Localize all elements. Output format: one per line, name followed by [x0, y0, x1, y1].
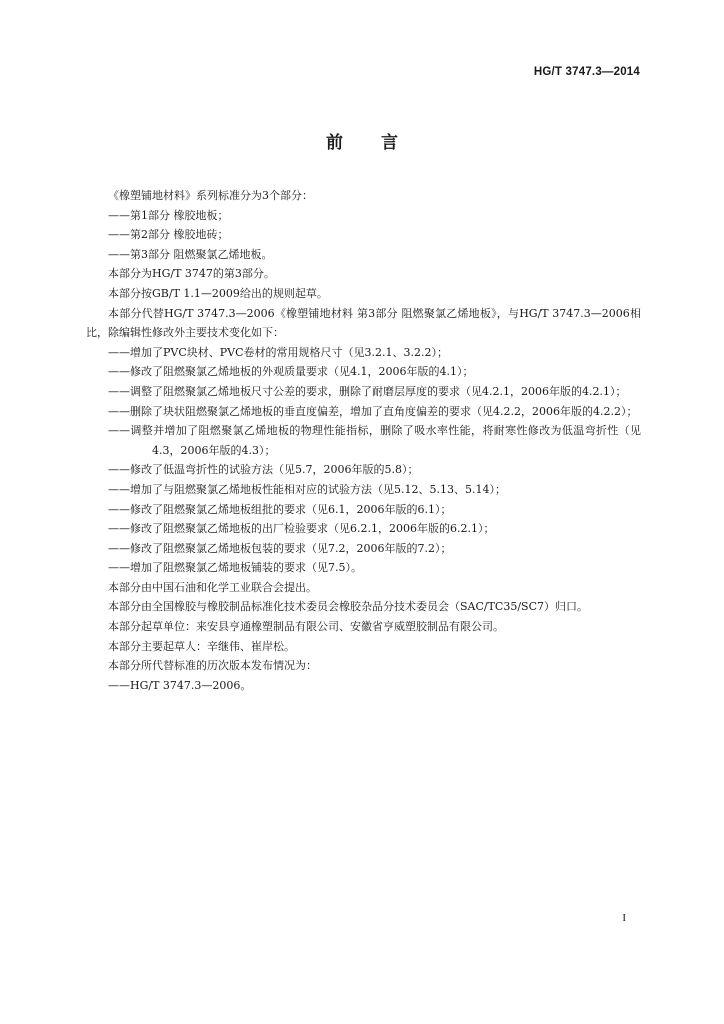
- paragraph-history: 本部分所代替标准的历次版本发布情况为：: [108, 659, 317, 673]
- paragraph-drafters: 本部分主要起草人：辛继伟、崔岸松。: [108, 639, 295, 653]
- list-item-change: ——调整了阻燃聚氯乙烯地板尺寸公差的要求，删除了耐磨层厚度的要求（见4.2.1，2006年版的4.2.1）；: [108, 384, 627, 398]
- list-item-change: ——修改了阻燃聚氯乙烯地板组批的要求（见6.1，2006年版的6.1）；: [108, 502, 452, 516]
- intro-series-paragraph: 《橡塑铺地材料》系列标准分为3个部分：: [108, 189, 313, 202]
- list-item-part-1: ——第1部分 橡胶地板；: [108, 208, 229, 222]
- list-item-change: ——增加了阻燃聚氯乙烯地板铺装的要求（见7.5）。: [108, 561, 362, 575]
- header-standard-code: HG/T 3747.3—2014: [533, 66, 640, 78]
- list-item-previous-edition: ——HG/T 3747.3—2006。: [108, 678, 252, 692]
- list-item-change: ——删除了块状阻燃聚氯乙烯地板的垂直度偏差，增加了直角度偏差的要求（见4.2.2，2006年版的4.2.2）；: [108, 404, 638, 418]
- list-item-change: ——增加了与阻燃聚氯乙烯地板性能相对应的试验方法（见5.12、5.13、5.14）；: [108, 482, 506, 496]
- page-number: I: [622, 912, 626, 924]
- list-item-change: ——修改了低温弯折性的试验方法（见5.7，2006年版的5.8）；: [108, 463, 419, 477]
- paragraph-drafting-units: 本部分起草单位：来安县亨通橡塑制品有限公司、安徽省亨威塑胶制品有限公司。: [108, 620, 504, 634]
- paragraph-proposer: 本部分由中国石油和化学工业联合会提出。: [108, 580, 317, 594]
- list-item-change: ——修改了阻燃聚氯乙烯地板的外观质量要求（见4.1，2006年版的4.1）；: [108, 365, 474, 379]
- list-item-change: ——调整并增加了阻燃聚氯乙烯地板的物理性能指标，删除了吸水率性能，将耐寒性修改为低温弯折性（见4.3，2006年版的4.3）；: [108, 424, 641, 457]
- paragraph-technical-committee: 本部分由全国橡胶与橡胶制品标准化技术委员会橡胶杂品分技术委员会（SAC/TC35/SC7）归口。: [108, 600, 589, 614]
- list-item-change: ——增加了PVC块材、PVC卷材的常用规格尺寸（见3.2.1、3.2.2）；: [108, 345, 448, 359]
- list-item-change: ——修改了阻燃聚氯乙烯地板的出厂检验要求（见6.2.1，2006年版的6.2.1）；: [108, 522, 495, 536]
- page-title: 前言: [326, 133, 436, 153]
- list-item-part-2: ——第2部分 橡胶地砖；: [108, 228, 229, 242]
- paragraph-part-number: 本部分为HG/T 3747的第3部分。: [108, 267, 275, 281]
- paragraph-drafting-rules: 本部分按GB/T 1.1—2009给出的规则起草。: [108, 286, 328, 300]
- foreword-body: [86, 186, 641, 695]
- list-item-change: ——修改了阻燃聚氯乙烯地板包装的要求（见7.2，2006年版的7.2）；: [108, 541, 452, 555]
- list-item-part-3: ——第3部分 阻燃聚氯乙烯地板。: [108, 247, 273, 261]
- paragraph-replaces: 本部分代替HG/T 3747.3—2006《橡塑铺地材料 第3部分 阻燃聚氯乙烯地板》，与HG/T 3747.3—2006相比，除编辑性修改外主要技术变化如下：: [86, 306, 641, 340]
